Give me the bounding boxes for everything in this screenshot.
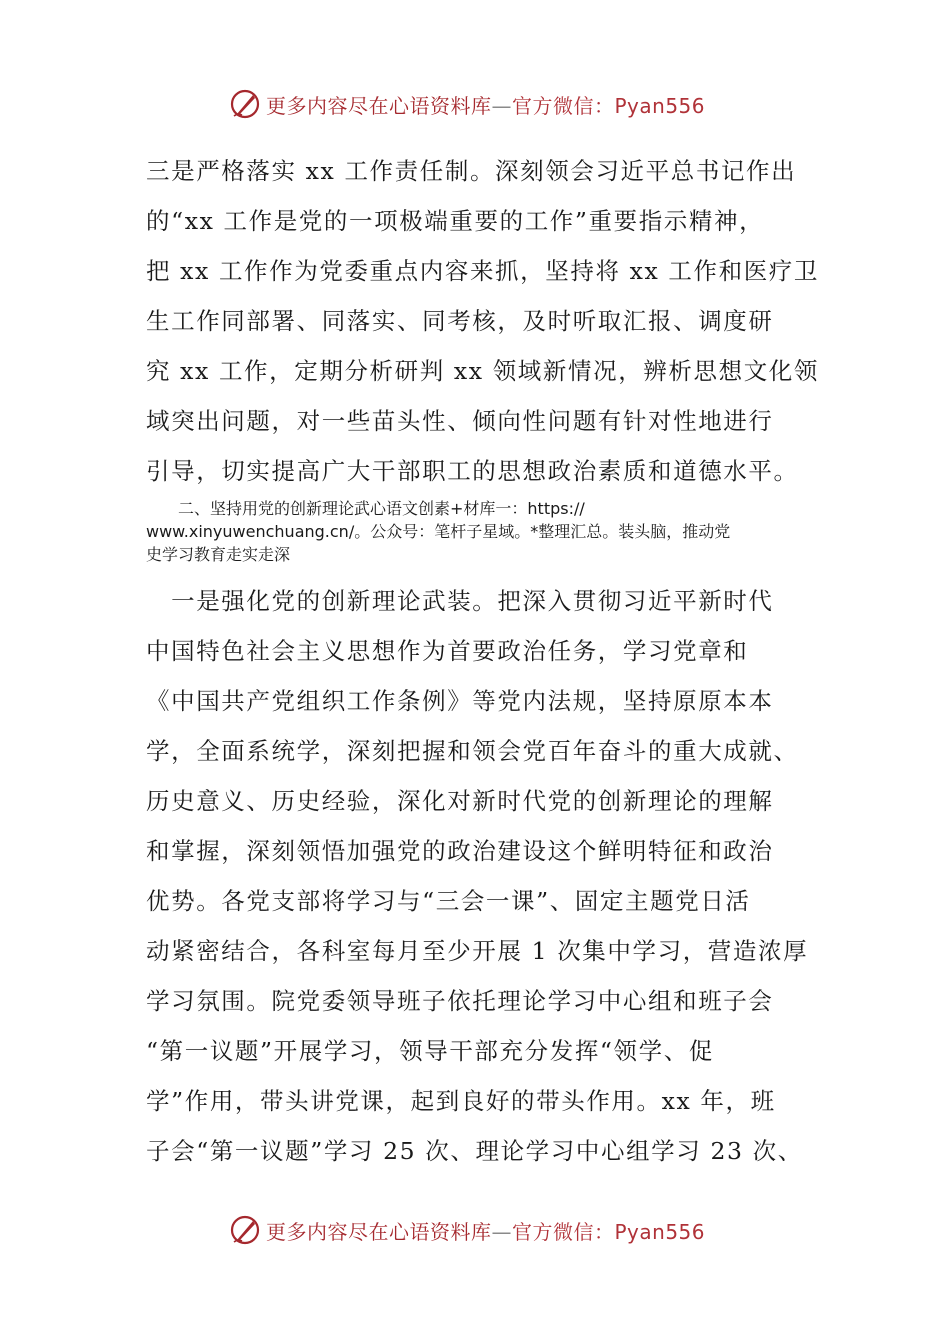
banner-text: 更多内容尽在心语资料库—官方微信：Pyan556 [266, 1219, 706, 1244]
header-banner [228, 84, 705, 124]
text-line: 《中国共产党组织工作条例》等党内法规，坚持原原本本 [146, 687, 774, 715]
text-line: 域突出问题，对一些苗头性、倾向性问题有针对性地进行 [146, 407, 774, 435]
text-line: 中国特色社会主义思想作为首要政治任务，学习党章和 [146, 637, 749, 665]
text-line: 把 xx 工作作为党委重点内容来抓，坚持将 xx 工作和医疗卫 [146, 257, 819, 285]
text-line: 学习氛围。院党委领导班子依托理论学习中心组和班子会 [146, 987, 774, 1015]
text-line: 学，全面系统学，深刻把握和领会党百年奋斗的重大成就、 [146, 737, 799, 765]
text-line: 究 xx 工作，定期分析研判 xx 领域新情况，辨析思想文化领 [146, 357, 819, 385]
heading-line: 史学习教育走实走深 [146, 545, 291, 564]
text-line: 一是强化党的创新理论武装。把深入贯彻习近平新时代 [146, 587, 774, 615]
text-line: 优势。各党支部将学习与“三会一课”、固定主题党日活 [146, 887, 751, 915]
footer-banner [228, 1210, 705, 1250]
heading-line: www.xinyuwenchuang.cn/。公众号：笔杆子星域。*整理汇总。装头脑，推动党 [146, 522, 731, 541]
text-line: 生工作同部署、同落实、同考核，及时听取汇报、调度研 [146, 307, 774, 335]
quill-logo-icon [228, 1213, 262, 1247]
text-line: 动紧密结合，各科室每月至少开展 1 次集中学习，营造浓厚 [146, 937, 809, 965]
paragraph-theory [146, 576, 809, 1176]
banner-text: 更多内容尽在心语资料库—官方微信：Pyan556 [266, 93, 706, 118]
text-line: 学”作用，带头讲党课，起到良好的带头作用。xx 年，班 [146, 1087, 776, 1115]
text-line: “第一议题”开展学习，领导干部充分发挥“领学、促 [146, 1037, 714, 1065]
text-line: 三是严格落实 xx 工作责任制。深刻领会习近平总书记作出 [146, 157, 797, 185]
paragraph-responsibility [146, 146, 819, 496]
text-line: 历史意义、历史经验，深化对新时代党的创新理论的理解 [146, 787, 774, 815]
section-heading [146, 497, 806, 566]
text-line: 引导，切实提高广大干部职工的思想政治素质和道德水平。 [146, 457, 799, 485]
text-line: 的“xx 工作是党的一项极端重要的工作”重要指示精神， [146, 207, 765, 235]
heading-line: 二、坚持用党的创新理论武心语文创素+材库一：https:// [146, 499, 585, 518]
text-line: 子会“第一议题”学习 25 次、理论学习中心组学习 23 次、 [146, 1137, 803, 1165]
text-line: 和掌握，深刻领悟加强党的政治建设这个鲜明特征和政治 [146, 837, 774, 865]
quill-logo-icon [228, 87, 262, 121]
